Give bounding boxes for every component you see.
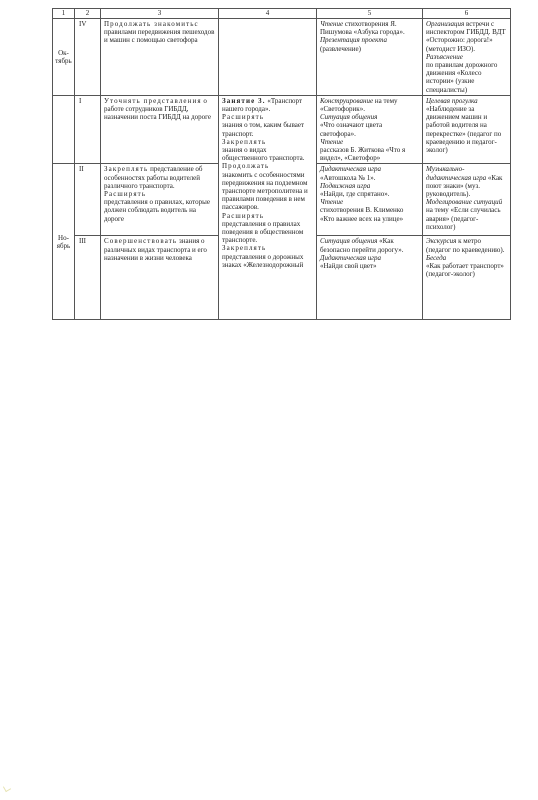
header-cell-4: 4 [219, 9, 317, 19]
cell-text-segment: Музыкально-дидактическая игра [426, 165, 487, 182]
activity-cell [317, 236, 423, 320]
header-cell-5: 5 [317, 9, 423, 19]
cell-text-segment: знания о различных видах транспорта и его назначении в жизни человека [104, 237, 207, 262]
cell-text-segment: на тему «Если случилась авария» (педагог-психолог) [426, 206, 501, 231]
cell-text-segment: «Автошкола № 1». [320, 173, 376, 182]
cell-text-segment: Целевая прогулка [426, 96, 478, 105]
cell-text-segment: Презентация проекта [320, 36, 387, 45]
cell-text-segment: Уточнять представления [104, 96, 202, 105]
cell-text-segment: Продолжать [222, 162, 270, 171]
goal-cell [101, 95, 219, 164]
goal-cell [101, 164, 219, 236]
header-cell-6: 6 [423, 9, 511, 19]
cell-text-segment: Расширять [104, 190, 147, 199]
cell-text-segment: знания о том, каким бывает транспорт. [222, 121, 305, 138]
week-number: III [75, 236, 101, 320]
cell-text-segment: знания о видах общественного транспорта. [222, 146, 305, 163]
table-row [53, 95, 511, 164]
cell-text-segment: «Как работает транспорт» (педагог-эколог) [426, 262, 504, 279]
cell-text-segment: «Как поют знаки» (муз. руководитель). [426, 173, 503, 199]
plan-table [52, 8, 511, 320]
cell-text-segment: «Транспорт нашего города». [222, 96, 303, 114]
activity-cell [317, 164, 423, 236]
cell-text-segment: «Наблюдение за движением машин и работой водителя на перекрестке» (педагог по краеведению и педагог-эколог) [426, 105, 502, 155]
cell-text-segment: (развлечение) [320, 44, 361, 53]
header-cell-3: 3 [101, 9, 219, 19]
cell-text-segment: знакомить с особенностями передвижения на подземном транспорте метрополитена и правилами поведения в нем пассажиров. [222, 170, 308, 212]
cell-text-segment: Подвижная игра [320, 181, 371, 190]
cell-text-segment: Чтение [320, 20, 344, 28]
cell-text-segment: Дидактическая игра [320, 165, 382, 174]
table-row [53, 19, 511, 96]
cell-text-segment: Дидактическая игра [320, 253, 382, 262]
cell-text-segment: о работе сотрудников ГИБДД, назначении поста ГИБДД на дороге [104, 96, 212, 122]
family-cell [423, 95, 511, 164]
cell-text-segment: Расширять [222, 211, 265, 220]
header-cell-1: 1 [53, 9, 75, 19]
month-october: Ок- тябрь [53, 19, 75, 96]
cell-text-segment: Ситуация общения [320, 237, 378, 246]
header-cell-2: 2 [75, 9, 101, 19]
cell-text-segment: представления о правилах, которые должен соблюдать водитель на дороге [104, 198, 210, 223]
cell-text-segment: встречи с инспектором ГИБДД. ВДТ «Осторожно: дорога!» (методист ИЗО). [426, 20, 506, 53]
family-cell [423, 19, 511, 96]
cell-text-segment: Занятие 3. [222, 96, 266, 105]
cell-text-segment: Организация [426, 20, 465, 28]
family-cell [423, 164, 511, 236]
lesson-cell [219, 95, 317, 320]
activity-cell [317, 19, 423, 96]
cell-text-segment: стихотворения Я. Пишумова «Азбука города». [320, 20, 405, 37]
week-number: IV [75, 19, 101, 96]
cell-text-segment: представление об особенностях работы водителей различного транспорта. [104, 165, 203, 190]
cell-text-segment: стихотворения В. Клименко «Кто важнее всех на улице» [320, 206, 404, 223]
cell-text-segment: «Что означают цвета светофора». [320, 121, 383, 138]
activity-cell [317, 95, 423, 164]
goal-cell [101, 19, 219, 96]
cell-text-segment: Совершенствовать [104, 237, 178, 246]
month-november: Но- ябрь [53, 164, 75, 320]
cell-text-segment: Ситуация общения [320, 113, 378, 122]
cell-text-segment: Разъяснение [426, 52, 463, 61]
corner-mark [3, 784, 11, 792]
cell-text-segment: Расширять [222, 113, 265, 122]
cell-text-segment: «Найди, где спрятано». [320, 190, 390, 199]
header-row [53, 9, 511, 19]
cell-text-segment: Закреплять [222, 137, 267, 146]
cell-text-segment: рассказов Б. Житкова «Что я видел», «Светофор» [320, 146, 406, 163]
family-cell [423, 236, 511, 320]
cell-text-segment: по правилам дорожного движения «Колесо истории» (узкие специалисты) [426, 61, 498, 94]
cell-text-segment: «Найди свой цвет» [320, 262, 377, 271]
cell-text-segment: Конструирование [320, 96, 374, 105]
cell-text-segment: к метро (педагог по краеведению). [426, 237, 505, 254]
cell-text-segment: Продолжать знакомить [104, 20, 195, 28]
week-number: II [75, 164, 101, 236]
cell-text-segment: Закреплять [104, 165, 149, 174]
cell-text-segment: Экскурсия [426, 237, 457, 246]
cell-text-segment: Беседа [426, 253, 447, 262]
goal-cell [101, 236, 219, 320]
cell-text-segment: Чтение [320, 137, 344, 146]
cell-text-segment: с правилами передвижения пешеходов и машин с помощью светофора [104, 20, 215, 45]
cell-text-segment: Моделирование ситуаций [426, 198, 503, 207]
cell-text-segment: на тему «Светофорик». [320, 96, 398, 114]
cell-text-segment: представления о правилах поведения в общественном транспорте. [222, 219, 304, 245]
cell-text-segment: Закреплять [222, 244, 267, 253]
lesson-cell-empty [219, 19, 317, 96]
month-cell-blank [53, 95, 75, 164]
week-number: I [75, 95, 101, 164]
cell-text-segment: Чтение [320, 198, 344, 207]
cell-text-segment: представления о дорожных знаках «Железнодорожный [222, 252, 304, 269]
cell-text-segment: «Как безопасно перейти дорогу». [320, 237, 404, 254]
